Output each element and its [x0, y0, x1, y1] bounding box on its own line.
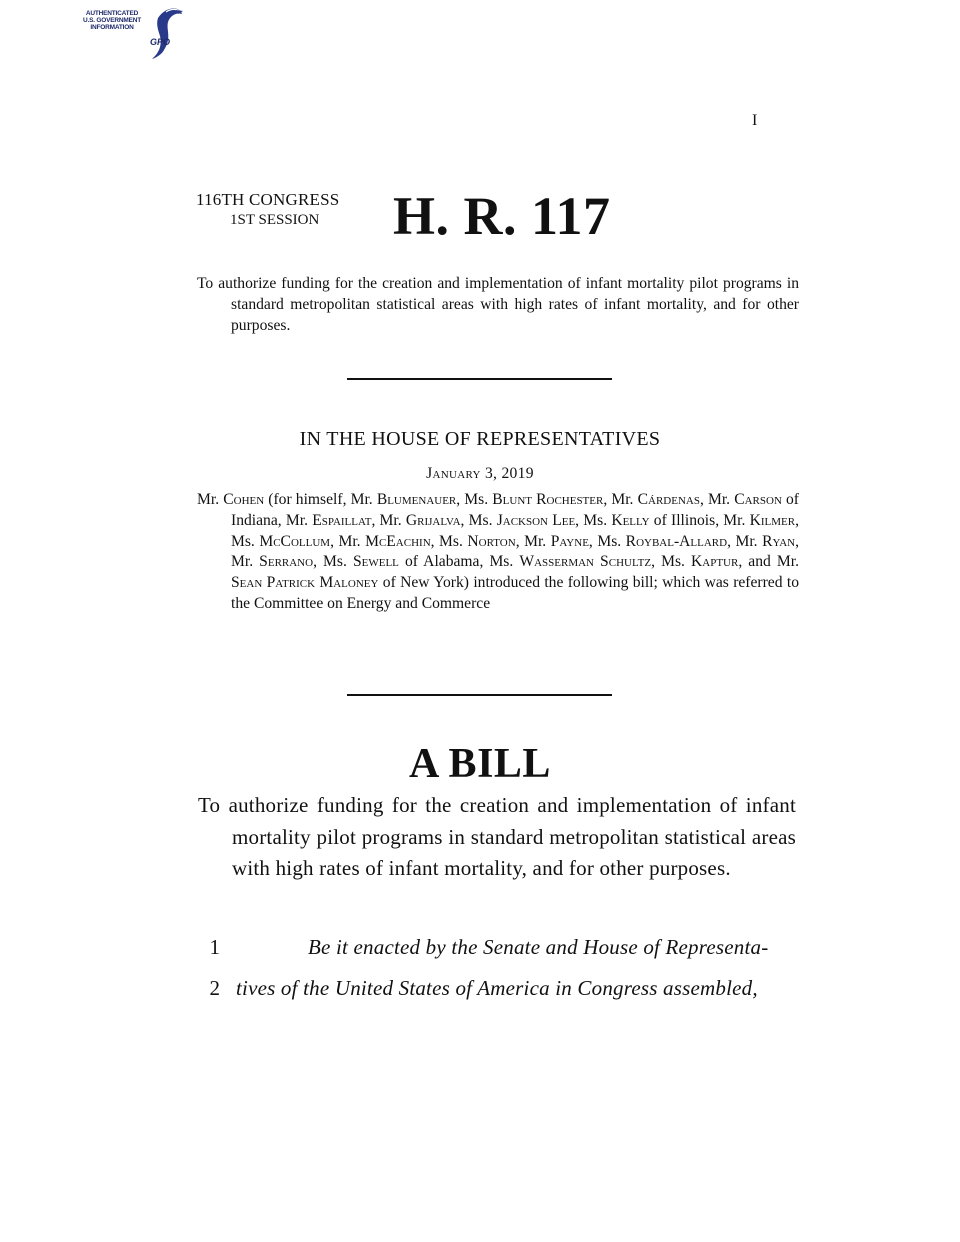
- congress-session-block: [196, 190, 358, 230]
- sponsor-name: Cárdenas: [637, 491, 700, 508]
- enacting-clause-text: Be it enacted by the Senate and House of Representa-: [308, 935, 769, 959]
- long-title-purpose: To authorize funding for the creation and implementation of infant mortality pilot programs in standard metropolitan statistical areas with high rates of infant mortality, and for other purposes.: [198, 793, 796, 880]
- gpo-eagle-icon: [152, 4, 184, 60]
- gpo-authentication-logo: [70, 4, 185, 60]
- sponsor-name: Serrano: [259, 553, 314, 571]
- logo-text-information: INFORMATION: [90, 24, 134, 31]
- sponsor-name: Blumenauer: [376, 491, 457, 508]
- sponsor-name: Ryan: [762, 532, 796, 550]
- sponsor-name: Norton: [467, 532, 516, 550]
- sponsor-name: Kelly: [611, 511, 650, 529]
- sponsor-name: Kilmer: [749, 511, 796, 529]
- sponsor-name: Roybal-Allard: [625, 532, 728, 550]
- enacting-clause-text: tives of the United States of America in Congress assembled,: [236, 976, 758, 1000]
- sponsor-name: Carson: [734, 491, 782, 508]
- sponsor-name: McEachin: [365, 532, 431, 550]
- bill-number: H. R. 117: [393, 186, 611, 246]
- sponsor-name: McCollum: [259, 532, 331, 550]
- sponsor-name: Sean Patrick Maloney: [231, 574, 379, 592]
- divider: [347, 378, 612, 380]
- line-number: 1: [209, 935, 220, 959]
- sponsors-paragraph: Mr. Cohen (for himself, Mr. Blumenauer, Ms. Blunt Rochester, Mr. Cárdenas, Mr. Carson of Indiana, Mr. Espaillat, Mr. Grijalva, Ms. Jackson Lee, Ms. Kelly of Illinois, Mr. Kilmer, Ms. McCollum, Mr. McEachin, Ms. Norton, Mr. Payne, Ms. Roybal-Allard, Mr. Ryan, Mr. Serrano, Ms. Sewell of Alabama, Ms. Wasserman Schultz, Ms. Kaptur, and Mr. Sean Patrick Maloney of New York) introduced the following bill; which was referred to the Committee on Energy and Commerce: [197, 491, 800, 612]
- sponsor-name: Blunt Rochester: [492, 491, 604, 508]
- enacting-clause-line: [198, 973, 764, 1003]
- bill-heading: A BILL: [409, 741, 551, 787]
- chamber-heading: IN THE HOUSE OF REPRESENTATIVES: [299, 428, 661, 450]
- enacting-clause-line: [198, 932, 769, 962]
- divider: [347, 694, 612, 696]
- logo-text-gpo: GPO: [150, 37, 171, 47]
- sponsor-name: Payne: [550, 532, 589, 550]
- sponsor-name: Wasserman Schultz: [519, 553, 652, 571]
- congress-label: 116TH CONGRESS: [196, 190, 340, 209]
- short-title-purpose: To authorize funding for the creation and implementation of infant mortality pilot programs in standard metropolitan statistical areas with high rates of infant mortality, and for other purposes.: [197, 275, 799, 334]
- sponsor-name: Sewell: [352, 553, 399, 571]
- line-number: 2: [209, 976, 220, 1000]
- logo-text-authenticated: AUTHENTICATED: [85, 10, 139, 17]
- page-mark: I: [752, 112, 758, 129]
- sponsor-name: Grijalva: [405, 511, 461, 529]
- sponsor-name: Espaillat: [312, 511, 372, 529]
- sponsor-name: Kaptur: [691, 553, 739, 571]
- logo-text-government: U.S. GOVERNMENT: [82, 17, 142, 24]
- session-label: 1ST SESSION: [230, 212, 320, 228]
- introduction-date: January 3, 2019: [426, 465, 534, 482]
- sponsor-name: Cohen: [223, 491, 265, 508]
- sponsor-name: Jackson Lee: [496, 511, 576, 529]
